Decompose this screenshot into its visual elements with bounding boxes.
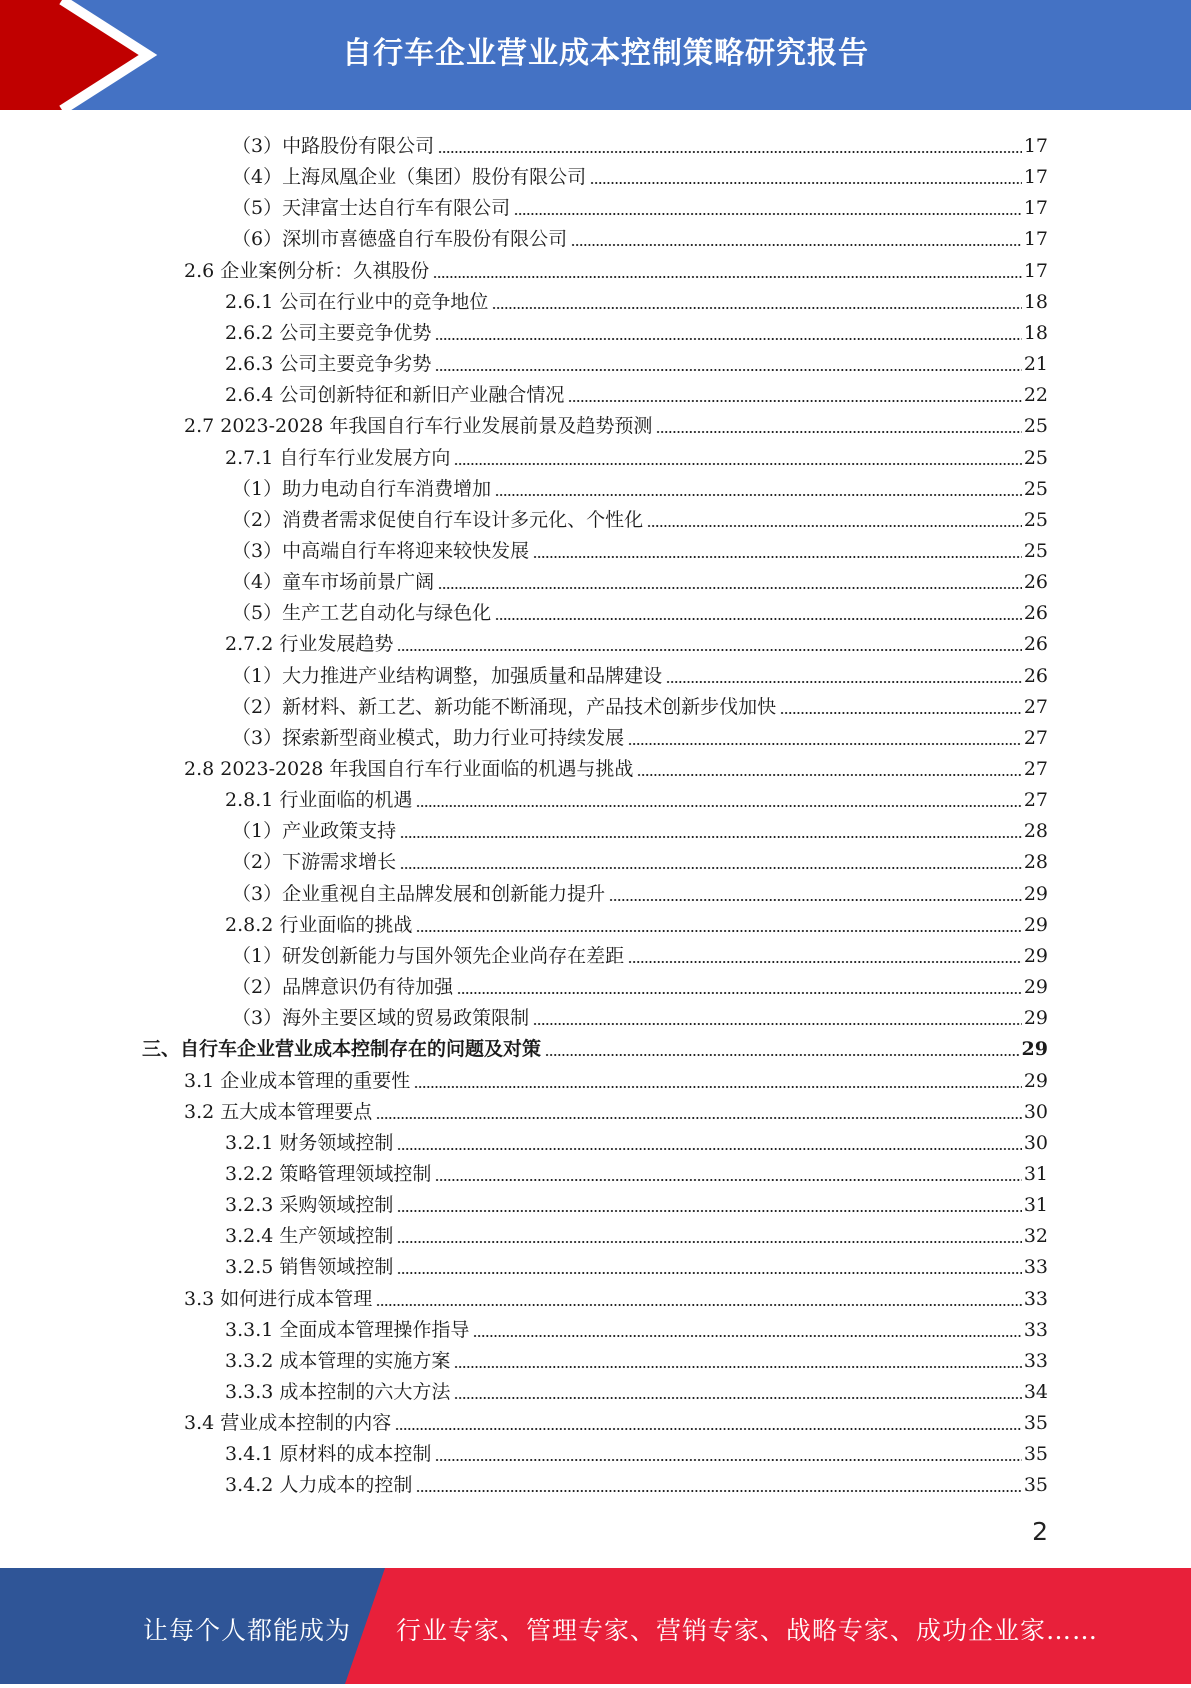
toc-dot-leader bbox=[533, 1023, 1022, 1025]
toc-dot-leader bbox=[571, 244, 1022, 246]
toc-dot-leader bbox=[435, 1459, 1021, 1461]
toc-entry[interactable] bbox=[184, 750, 1048, 781]
footer-slogan-left: 让每个人都能成为 bbox=[143, 1616, 352, 1645]
toc-entry[interactable] bbox=[225, 283, 1048, 314]
toc-dot-leader bbox=[492, 307, 1021, 309]
toc-entry[interactable] bbox=[225, 1186, 1048, 1217]
toc-entry-page: 29 bbox=[1023, 976, 1048, 999]
toc-dot-leader bbox=[416, 805, 1021, 807]
toc-entry-page: 25 bbox=[1023, 539, 1048, 562]
toc-entry[interactable] bbox=[225, 345, 1048, 376]
toc-entry[interactable] bbox=[232, 158, 1048, 189]
toc-entry[interactable] bbox=[184, 407, 1048, 438]
toc-entry[interactable] bbox=[225, 314, 1048, 345]
toc-entry-page: 18 bbox=[1023, 290, 1048, 313]
toc-dot-leader bbox=[397, 1210, 1021, 1212]
toc-entry-title: （2）品牌意识仍有待加强 bbox=[232, 976, 454, 999]
toc-entry-title: （3）中路股份有限公司 bbox=[232, 135, 435, 157]
toc-entry-title: （5）天津富士达自行车有限公司 bbox=[232, 197, 511, 220]
toc-entry-page: 35 bbox=[1023, 1443, 1048, 1466]
page-number: 2 bbox=[1032, 1517, 1048, 1546]
toc-dot-leader bbox=[433, 276, 1022, 278]
toc-entry-page: 33 bbox=[1023, 1287, 1048, 1310]
toc-entry[interactable] bbox=[225, 906, 1048, 937]
toc-entry-page: 26 bbox=[1023, 571, 1048, 594]
toc-entry[interactable] bbox=[184, 1062, 1048, 1093]
toc-entry-title: （1）大力推进产业结构调整，加强质量和品牌建设 bbox=[232, 664, 663, 687]
toc-dot-leader bbox=[416, 1490, 1021, 1492]
toc-entry-title: 三、自行车企业营业成本控制存在的问题及对策 bbox=[142, 1038, 542, 1061]
toc-entry[interactable] bbox=[232, 968, 1048, 999]
toc-entry-title: 3.3.3 成本控制的六大方法 bbox=[225, 1381, 451, 1403]
toc-entry-title: 3.2.4 生产领域控制 bbox=[225, 1225, 394, 1248]
toc-entry-page: 27 bbox=[1023, 726, 1048, 749]
toc-entry-title: （1）研发创新能力与国外领先企业尚存在差距 bbox=[232, 944, 625, 967]
toc-entry-title: 2.6.2 公司主要竞争优势 bbox=[225, 321, 432, 344]
toc-entry[interactable] bbox=[232, 594, 1048, 625]
toc-dot-leader bbox=[473, 1335, 1021, 1337]
toc-entry-title: （1）助力电动自行车消费增加 bbox=[232, 477, 492, 500]
toc-entry-page: 29 bbox=[1023, 1069, 1048, 1092]
toc-dot-leader bbox=[435, 338, 1021, 340]
toc-dot-leader bbox=[397, 649, 1021, 651]
toc-dot-leader bbox=[397, 1241, 1021, 1243]
toc-entry[interactable] bbox=[184, 252, 1048, 283]
toc-entry-title: 2.7.1 自行车行业发展方向 bbox=[225, 446, 451, 469]
toc-entry-page: 18 bbox=[1023, 321, 1048, 344]
toc-dot-leader bbox=[545, 1054, 1020, 1056]
toc-entry-title: （6）深圳市喜德盛自行车股份有限公司 bbox=[232, 228, 568, 251]
toc-entry-title: 2.6 企业案例分析：久祺股份 bbox=[184, 259, 430, 282]
toc-dot-leader bbox=[454, 1397, 1021, 1399]
toc-dot-leader bbox=[637, 774, 1021, 776]
toc-entry[interactable] bbox=[232, 999, 1048, 1030]
toc-entry[interactable] bbox=[225, 1311, 1048, 1342]
toc-entry[interactable] bbox=[184, 1280, 1048, 1311]
toc-dot-leader bbox=[454, 1366, 1021, 1368]
toc-entry[interactable] bbox=[232, 937, 1048, 968]
toc-entry-title: 3.3 如何进行成本管理 bbox=[184, 1287, 373, 1310]
toc-dot-leader bbox=[438, 151, 1022, 153]
toc-entry[interactable] bbox=[225, 1124, 1048, 1155]
toc-dot-leader bbox=[435, 369, 1021, 371]
toc-dot-leader bbox=[376, 1117, 1022, 1119]
toc-entry-title: （3）海外主要区域的贸易政策限制 bbox=[232, 1007, 530, 1030]
toc-entry-title: 3.2.3 采购领域控制 bbox=[225, 1194, 394, 1217]
toc-entry-page: 29 bbox=[1023, 1007, 1048, 1030]
toc-entry[interactable] bbox=[232, 470, 1048, 501]
toc-entry-title: 2.6.3 公司主要竞争劣势 bbox=[225, 353, 432, 376]
toc-entry[interactable] bbox=[225, 1155, 1048, 1186]
toc-dot-leader bbox=[533, 556, 1022, 558]
toc-entry-page: 25 bbox=[1023, 508, 1048, 531]
toc-dot-leader bbox=[514, 213, 1022, 215]
toc-entry[interactable] bbox=[225, 1466, 1048, 1497]
toc-entry[interactable] bbox=[225, 1435, 1048, 1466]
toc-entry-page: 29 bbox=[1023, 944, 1048, 967]
toc-dot-leader bbox=[395, 1428, 1022, 1430]
toc-entry[interactable] bbox=[232, 719, 1048, 750]
toc-entry-title: 3.3.2 成本管理的实施方案 bbox=[225, 1349, 451, 1372]
toc-entry[interactable] bbox=[232, 843, 1048, 874]
toc-entry-title: （4）童车市场前景广阔 bbox=[232, 571, 435, 594]
toc-entry-page: 28 bbox=[1023, 851, 1048, 874]
toc-entry[interactable] bbox=[184, 1404, 1048, 1435]
toc-entry[interactable] bbox=[232, 501, 1048, 532]
toc-dot-leader bbox=[495, 494, 1022, 496]
toc-entry-page: 17 bbox=[1023, 228, 1048, 251]
toc-entry-title: 3.4.1 原材料的成本控制 bbox=[225, 1443, 432, 1466]
toc-entry-page: 35 bbox=[1023, 1412, 1048, 1435]
toc-entry[interactable] bbox=[232, 688, 1048, 719]
toc-entry-page: 27 bbox=[1023, 789, 1048, 812]
toc-entry-page: 35 bbox=[1023, 1474, 1048, 1497]
toc-entry[interactable] bbox=[184, 1093, 1048, 1124]
toc-entry[interactable] bbox=[232, 220, 1048, 251]
toc-entry[interactable] bbox=[232, 875, 1048, 906]
toc-entry[interactable] bbox=[225, 1342, 1048, 1373]
toc-entry-title: （1）产业政策支持 bbox=[232, 820, 397, 843]
toc-entry[interactable] bbox=[225, 1248, 1048, 1279]
page-header bbox=[0, 0, 1191, 110]
toc-dot-leader bbox=[628, 961, 1022, 963]
toc-entry-page: 33 bbox=[1023, 1256, 1048, 1279]
toc-dot-leader bbox=[628, 743, 1022, 745]
toc-entry-title: 2.8.2 行业面临的挑战 bbox=[225, 913, 413, 936]
toc-entry-page: 17 bbox=[1023, 135, 1048, 157]
toc-entry-title: 3.1 企业成本管理的重要性 bbox=[184, 1069, 411, 1092]
toc-entry[interactable] bbox=[225, 376, 1048, 407]
toc-entry-title: 3.2 五大成本管理要点 bbox=[184, 1100, 373, 1123]
toc-entry-title: （2）下游需求增长 bbox=[232, 851, 397, 874]
toc-entry[interactable] bbox=[142, 1030, 1048, 1061]
toc-entry-page: 26 bbox=[1023, 633, 1048, 656]
toc-entry-title: 2.7.2 行业发展趋势 bbox=[225, 633, 394, 656]
toc-entry-page: 31 bbox=[1023, 1162, 1048, 1185]
toc-dot-leader bbox=[454, 463, 1021, 465]
toc-entry-title: （5）生产工艺自动化与绿色化 bbox=[232, 602, 492, 625]
toc-entry-page: 29 bbox=[1023, 913, 1048, 936]
toc-dot-leader bbox=[656, 431, 1021, 433]
toc-entry-title: （4）上海凤凰企业（集团）股份有限公司 bbox=[232, 166, 587, 189]
toc-dot-leader bbox=[416, 930, 1021, 932]
toc-dot-leader bbox=[568, 400, 1021, 402]
toc-entry-title: 2.7 2023-2028 年我国自行车行业发展前景及趋势预测 bbox=[184, 415, 653, 438]
toc-entry[interactable] bbox=[232, 532, 1048, 563]
toc-entry-page: 29 bbox=[1021, 1038, 1048, 1061]
toc-entry[interactable] bbox=[232, 563, 1048, 594]
toc-entry[interactable] bbox=[225, 625, 1048, 656]
report-title: 自行车企业营业成本控制策略研究报告 bbox=[342, 36, 869, 71]
toc-dot-leader bbox=[666, 681, 1022, 683]
toc-dot-leader bbox=[414, 1086, 1022, 1088]
toc-entry-title: 3.2.1 财务领域控制 bbox=[225, 1131, 394, 1154]
toc-entry-page: 17 bbox=[1023, 166, 1048, 189]
toc-entry[interactable] bbox=[225, 781, 1048, 812]
toc-dot-leader bbox=[397, 1272, 1021, 1274]
toc-entry[interactable] bbox=[225, 1373, 1048, 1404]
toc-entry-page: 17 bbox=[1023, 259, 1048, 282]
toc-entry-title: （2）新材料、新工艺、新功能不断涌现，产品技术创新步伐加快 bbox=[232, 695, 777, 718]
toc-entry-page: 31 bbox=[1023, 1194, 1048, 1217]
toc-entry-title: （3）中高端自行车将迎来较快发展 bbox=[232, 539, 530, 562]
toc-entry-page: 30 bbox=[1023, 1100, 1048, 1123]
toc-entry-page: 34 bbox=[1023, 1381, 1048, 1403]
toc-entry-page: 33 bbox=[1023, 1349, 1048, 1372]
toc-dot-leader bbox=[780, 712, 1022, 714]
toc-entry-title: 3.2.2 策略管理领域控制 bbox=[225, 1162, 432, 1185]
toc-dot-leader bbox=[438, 587, 1022, 589]
toc-entry-page: 21 bbox=[1023, 353, 1048, 376]
toc-entry-page: 27 bbox=[1023, 695, 1048, 718]
toc-entry-page: 30 bbox=[1023, 1131, 1048, 1154]
toc-dot-leader bbox=[609, 899, 1022, 901]
toc-entry-title: 3.4.2 人力成本的控制 bbox=[225, 1474, 413, 1497]
toc-entry[interactable] bbox=[232, 127, 1048, 158]
toc-entry-title: 3.3.1 全面成本管理操作指导 bbox=[225, 1318, 470, 1341]
toc-entry-title: 3.2.5 销售领域控制 bbox=[225, 1256, 394, 1279]
toc-entry[interactable] bbox=[232, 189, 1048, 220]
toc-entry-page: 25 bbox=[1023, 415, 1048, 438]
toc-entry-page: 29 bbox=[1023, 882, 1048, 905]
toc-entry-title: （2）消费者需求促使自行车设计多元化、个性化 bbox=[232, 508, 644, 531]
toc-entry[interactable] bbox=[232, 657, 1048, 688]
toc-entry[interactable] bbox=[225, 439, 1048, 470]
toc-entry-page: 26 bbox=[1023, 664, 1048, 687]
toc-entry-title: 2.6.1 公司在行业中的竞争地位 bbox=[225, 290, 489, 313]
toc-dot-leader bbox=[435, 1179, 1021, 1181]
toc-dot-leader bbox=[457, 992, 1022, 994]
toc-entry-page: 28 bbox=[1023, 820, 1048, 843]
toc-dot-leader bbox=[400, 867, 1022, 869]
toc-entry-page: 25 bbox=[1023, 446, 1048, 469]
toc-entry-page: 27 bbox=[1023, 758, 1048, 780]
toc-dot-leader bbox=[495, 618, 1022, 620]
toc-entry-page: 32 bbox=[1023, 1225, 1048, 1248]
toc-entry-title: 3.4 营业成本控制的内容 bbox=[184, 1412, 392, 1435]
toc-dot-leader bbox=[590, 182, 1022, 184]
footer-slogan-right: 行业专家、管理专家、营销专家、战略专家、成功企业家…… bbox=[396, 1616, 1099, 1645]
toc-entry-page: 33 bbox=[1023, 1318, 1048, 1341]
toc-entry-title: 2.8.1 行业面临的机遇 bbox=[225, 789, 413, 812]
toc-entry-title: （3）企业重视自主品牌发展和创新能力提升 bbox=[232, 882, 606, 905]
toc-dot-leader bbox=[397, 1148, 1021, 1150]
toc-entry-title: 2.8 2023-2028 年我国自行车行业面临的机遇与挑战 bbox=[184, 758, 634, 780]
toc-entry-page: 17 bbox=[1023, 197, 1048, 220]
toc-entry[interactable] bbox=[232, 812, 1048, 843]
toc-entry-page: 22 bbox=[1023, 384, 1048, 407]
toc-entry-title: 2.6.4 公司创新特征和新旧产业融合情况 bbox=[225, 384, 565, 407]
toc-entry-page: 25 bbox=[1023, 477, 1048, 500]
toc-dot-leader bbox=[376, 1304, 1022, 1306]
toc-dot-leader bbox=[400, 836, 1022, 838]
toc-entry-page: 26 bbox=[1023, 602, 1048, 625]
toc-entry[interactable] bbox=[225, 1217, 1048, 1248]
toc-dot-leader bbox=[647, 525, 1022, 527]
toc-entry-title: （3）探索新型商业模式，助力行业可持续发展 bbox=[232, 726, 625, 749]
